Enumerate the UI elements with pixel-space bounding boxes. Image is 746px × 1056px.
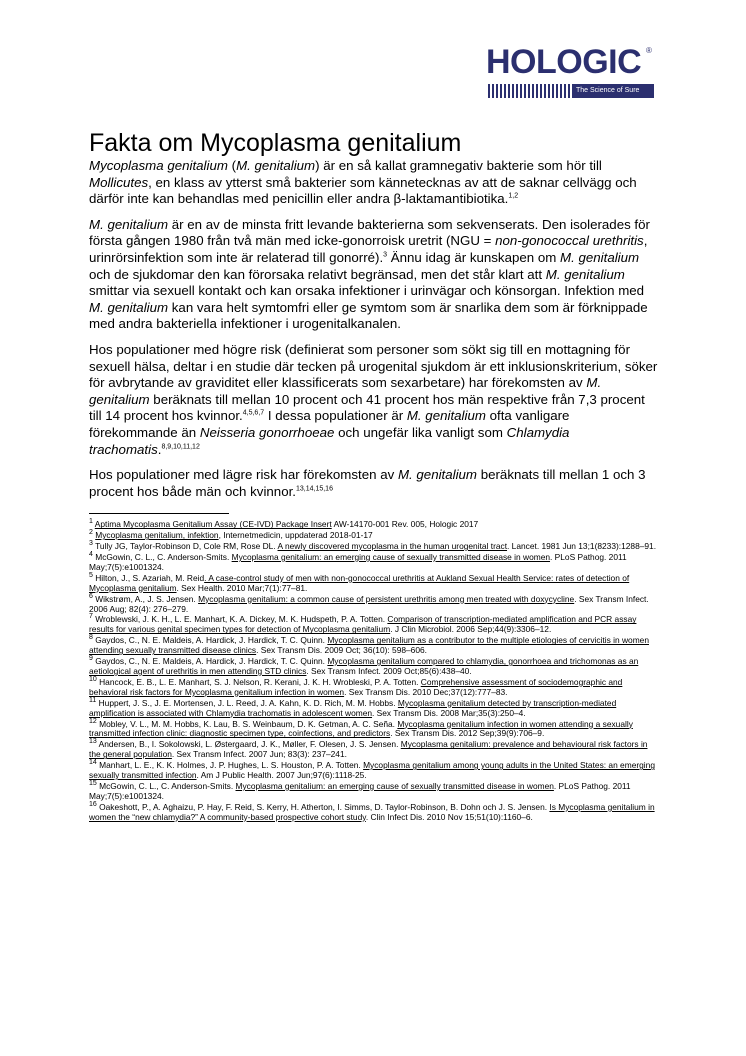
barcode-icon	[488, 84, 572, 98]
text-run: Hos populationer med högre risk (definierat som personer som sökt sig till en mottagning för sexuell hälsa, deltar i en studie där tecken på urogenital sjukdom är ett inklusionskriterium, söker för avbrytande av graviditet eller klassificerats som sexarbetare) har förekomsten av	[89, 341, 658, 391]
text-run: Gaydos, C., N. E. Maldeis, A. Hardick, J. Hardick, T. C. Quinn.	[92, 635, 328, 646]
hologic-logo	[486, 44, 656, 100]
text-run: Hancock, E. B., L. E. Manhart, S. J. Nelson, R. Kerani, J. K. H. Wrobleski, P. A. Totten.	[96, 676, 421, 687]
reference-marker: 11	[89, 696, 97, 704]
footnote-item	[89, 657, 661, 677]
footnote-item	[89, 531, 661, 541]
footnote-item	[89, 678, 661, 698]
text-run: . PLoS Pathog. 2011 May;7(5):e1001324.	[89, 780, 631, 801]
text-run: Wikstrøm, A., J. S. Jensen.	[92, 593, 199, 604]
reference-marker: 14	[89, 759, 97, 767]
text-run: . Sex Transm Infect. 2009 Oct;85(6):438–40.	[306, 665, 472, 676]
reference-marker: 12	[89, 717, 97, 725]
body-paragraph	[89, 158, 661, 208]
reference-marker: 1	[89, 518, 93, 526]
text-run: , urinrörsinfektion som inte är relaterad till gonorré).	[89, 233, 648, 265]
text-run: I dessa populationer är	[264, 408, 407, 424]
reference-title: . A case-control study of men with non-gonococcal urethritis at Aukland Sexual Health Service: rates of detection of Mycoplasma genitalium	[89, 572, 630, 593]
text-run: är en av de minsta fritt levande bakterierna som sekvenserats. Den isolerades för första gången 1980 från två män med icke-gonorroisk uretrit (NGU =	[89, 216, 650, 249]
reference-marker: 8	[89, 634, 93, 642]
text-run: beräknats till mellan 10 procent och 41 procent hos män respektive från 7,3 procent till 14 procent hos kvinnor.	[89, 391, 645, 424]
body-paragraphs	[89, 158, 661, 500]
text-run: AW-14170-001 Rev. 005, Hologic 2017	[331, 519, 479, 530]
document-body	[89, 128, 661, 824]
reference-marker: 16	[89, 800, 97, 808]
text-run: . Am J Public Health. 2007 Jun;97(6):1118-25.	[196, 770, 367, 781]
italic-text: non-gonococcal urethritis	[495, 233, 644, 249]
text-run: beräknats till mellan 1 och 3 procent hos både män och kvinnor.	[89, 467, 646, 499]
reference-marker: 13,14,15,16	[295, 485, 333, 493]
text-run: och de sjukdomar den kan förorsaka relativt begränsad, men det står klart att	[89, 266, 546, 282]
text-run: . Sex Transm Dis. 2012 Sep;39(9):706–9.	[390, 728, 545, 739]
footnote-item	[89, 615, 661, 635]
footnote-item	[89, 696, 661, 719]
page-title: Fakta om Mycoplasma genitalium	[89, 129, 462, 157]
text-run: Oakeshott, P., A. Aghaizu, P. Hay, F. Reid, S. Kerry, H. Atherton, I. Simms, D. Taylor-Robinson, B. Dohn och J. S. Jensen.	[96, 801, 550, 812]
footnote-item	[89, 740, 661, 760]
reference-title: Mycoplasma genitalium, infektion	[95, 530, 219, 541]
text-run: ) är en så kallat gramnegativ bakterie som hör till	[315, 158, 602, 173]
text-run: .	[157, 441, 162, 457]
reference-title: Aptima Mycoplasma Genitalium Assay (CE-IVD) Package Insert	[94, 519, 332, 530]
reference-title: Mycoplasma genitalium compared to chlamydia, gonorrhoea and trichomonas as an aetiological agent of urethritis in men attending STD clinics	[89, 656, 639, 676]
text-run: Gaydos, C., N. E. Maldeis, A. Hardick, J. Hardick, T. C. Quinn.	[92, 656, 328, 667]
text-run: Mobley, V. L., M. M. Hobbs, K. Lau, B. S. Weinbaum, D. K. Getman, A. C. Seña.	[96, 718, 398, 729]
reference-marker: 2	[89, 529, 93, 537]
italic-text: Mycoplasma genitalium	[89, 158, 228, 173]
italic-text: M. genitalium	[89, 216, 169, 232]
reference-marker: 6	[89, 592, 93, 600]
reference-marker: 3	[383, 251, 388, 259]
text-run: ofta vanligare förekommande än	[89, 408, 570, 440]
text-run: Manhart, L. E., K. K. Holmes, J. P. Hughes, L. S. Houston, P. A. Totten.	[96, 760, 364, 771]
text-run: Tully JG, Taylor-Robinson D, Cole RM, Rose DL.	[92, 541, 278, 552]
reference-marker: 4	[89, 551, 93, 559]
reference-marker: 10	[89, 676, 97, 684]
text-run: . Sex Transm Dis. 2010 Dec;37(12):777–83.	[344, 686, 508, 697]
text-run: . Clin Infect Dis. 2010 Nov 15;51(10):1160–6.	[365, 811, 533, 822]
reference-marker: 1,2	[508, 192, 519, 200]
reference-marker: 13	[89, 738, 97, 746]
text-run: . Sex Transm Dis. 2009 Oct; 36(10): 598–606.	[256, 645, 427, 656]
reference-title: A newly discovered mycoplasma in the human urogenital tract	[277, 541, 508, 552]
text-run: (	[227, 158, 237, 173]
reference-title: Comparison of transcription-mediated amplification and PCR assay results for various genital specimen types for detection of Mycoplasma genitalium	[89, 614, 637, 635]
logo-tagline: The Science of Sure	[572, 84, 654, 98]
text-run: och ungefär lika vanligt som	[334, 424, 507, 440]
italic-text: Mollicutes	[89, 174, 149, 190]
reference-marker: 4,5,6,7	[242, 409, 265, 417]
reference-title: Mycoplasma genitalium: an emerging cause of sexually transmitted disease in women	[235, 780, 554, 791]
italic-text: M. genitalium	[545, 266, 625, 282]
footnote-item	[89, 592, 661, 615]
footnote-item	[89, 520, 661, 530]
footnote-item	[89, 553, 661, 573]
body-paragraph	[89, 467, 661, 500]
footnote-item	[89, 636, 661, 656]
text-run: . PLoS Pathog. 2011 May;7(5):e1001324.	[89, 552, 627, 572]
text-run: kan vara helt symtomfri eller ge symtom som är snarlika dem som är förknippade med andra bakteriella infektioner i urogenitalkanalen.	[89, 299, 648, 332]
logo-wordmark: HOLOGIC	[486, 43, 642, 81]
italic-text: M. genitalium	[560, 249, 640, 265]
text-run: . Lancet. 1981 Jun 13;1(8233):1288–91.	[507, 541, 657, 552]
text-run: McGowin, C. L., C. Anderson-Smits.	[96, 780, 236, 791]
text-run: Andersen, B., I. Sokolowski, L. Østergaard, J. K., Møller, F. Olesen, J. S. Jensen.	[96, 739, 401, 750]
footnote-item	[89, 761, 661, 781]
body-paragraph	[89, 217, 661, 333]
text-run: . Sex Transm Dis. 2008 Mar;35(3):250–4.	[372, 707, 526, 718]
text-run: McGowin, C. L., C. Anderson-Smits.	[92, 552, 232, 562]
text-run: . Sex Health. 2010 Mar;7(1):77–81.	[176, 582, 308, 593]
text-run: Wroblewski, J. K. H., L. E. Manhart, K. A. Dickey, M. K. Hudspeth, P. A. Totten.	[92, 614, 388, 625]
text-run: . Sex Transm Infect. 2006 Aug; 82(4): 276–279.	[89, 593, 649, 614]
reference-title: Comprehensive assessment of sociodemographic and behavioral risk factors for Mycoplasma genitalium infection in women	[89, 676, 623, 697]
italic-text: M. genitalium	[406, 408, 486, 424]
italic-text: M. genitalium	[89, 299, 169, 315]
footnote-item	[89, 542, 661, 552]
reference-marker: 7	[89, 613, 93, 621]
italic-text: Neisseria gonorrhoeae	[199, 424, 335, 440]
text-run: Ännu idag är kunskapen om	[387, 249, 561, 265]
text-run: Hilton, J., S. Azariah, M. Reid	[92, 572, 205, 583]
text-run: , Internetmedicin, uppdaterad 2018-01-17	[218, 530, 373, 541]
text-run: . Sex Transm Infect. 2007 Jun; 83(3): 237–241.	[171, 749, 347, 760]
text-run: smittar via sexuell kontakt och kan orsaka infektioner i urinvägar och könsorgan. Infektion med	[89, 283, 645, 299]
italic-text: M. genitalium	[89, 375, 602, 407]
italic-text: Chlamydia trachomatis	[89, 424, 570, 457]
reference-title: Mycoplasma genitalium: a common cause of persistent urethritis among men treated with doxycycline	[198, 593, 575, 604]
reference-title: Mycoplasma genitalium as a contributor to the multiple etiologies of cervicitis in women attending sexually transmitted disease clinics	[89, 635, 649, 656]
body-paragraph	[89, 342, 661, 458]
text-run: Hos populationer med lägre risk har förekomsten av	[89, 467, 398, 483]
reference-marker: 5	[89, 572, 93, 580]
footnote-item	[89, 782, 661, 802]
reference-marker: 15	[89, 780, 97, 788]
text-run: . J Clin Microbiol. 2006 Sep;44(9):3306–12.	[390, 624, 552, 635]
reference-title: Mycoplasma genitalium infection in women attending a sexually transmitted infection clinic: diagnostic specimen type, coinfections, and predictors	[89, 718, 633, 739]
footnote-item	[89, 800, 661, 823]
footnotes	[89, 520, 661, 822]
italic-text: M. genitalium	[236, 158, 316, 173]
reference-marker: 8,9,10,11,12	[161, 443, 200, 451]
reference-title: Is Mycoplasma genitalium in women the “new chlamydia?” A community-based prospective cohort study	[89, 801, 655, 822]
footnote-divider	[89, 513, 229, 514]
reference-title: Mycoplasma genitalium: an emerging cause of sexually transmitted disease in women	[231, 552, 551, 562]
text-run: Huppert, J. S., J. E. Mortensen, J. L. Reed, J. A. Kahn, K. D. Rich, M. M. Hobbs.	[96, 697, 398, 708]
footnote-item	[89, 717, 661, 740]
reference-title: Mycoplasma genitalium among young adults in the United States: an emerging sexually transmitted infection	[89, 760, 655, 781]
footnote-item	[89, 574, 661, 594]
reference-marker: 3	[89, 540, 93, 548]
text-run: , en klass av ytterst små bakterier som kännetecknas av att de saknar cellvägg och därför inte kan behandlas med penicillin eller andra β-laktamantibiotika.	[89, 174, 637, 207]
reference-title: Mycoplasma genitalium: prevalence and behavioural risk factors in the general population	[89, 739, 648, 760]
registered-mark: ®	[646, 46, 652, 55]
reference-title: Mycoplasma genitalium detected by transcription-mediated amplification is associated with Chlamydia trachomatis in adolescent women	[89, 697, 617, 718]
reference-marker: 9	[89, 655, 93, 663]
italic-text: M. genitalium	[397, 467, 478, 483]
